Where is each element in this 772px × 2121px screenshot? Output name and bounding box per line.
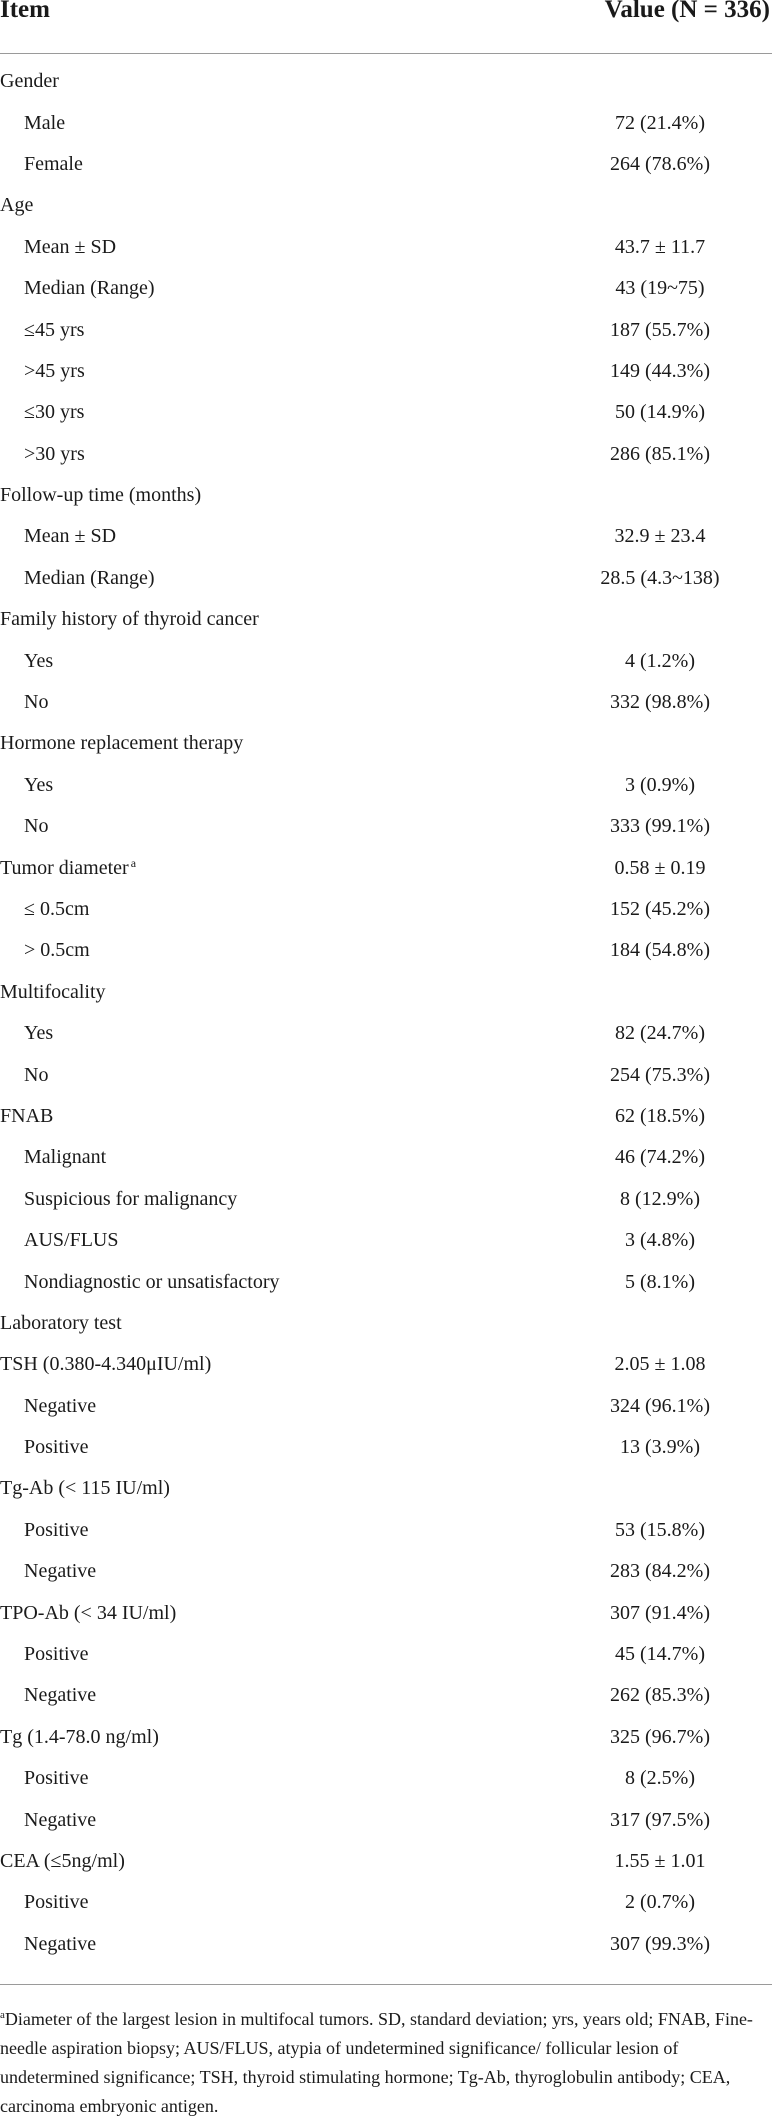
row-label [0,360,85,383]
row-value: 53 (15.8%) [615,1518,705,1541]
row-value: 28.5 (4.3~138) [600,566,720,589]
table-row [0,475,772,516]
table-row [0,1592,772,1633]
row-value: 5 (8.1%) [625,1270,695,1293]
row-label [0,70,59,93]
table-row [0,1179,772,1220]
row-value: 2.05 ± 1.08 [614,1353,706,1376]
row-label-text: Negative [24,1560,97,1583]
table-row [0,806,772,847]
table-row [0,1013,772,1054]
table-row [0,309,772,350]
row-label [0,1105,53,1128]
row-value: 283 (84.2%) [610,1560,710,1583]
table-row [0,268,772,309]
row-label [0,1643,88,1666]
row-label [0,732,243,755]
row-value: 325 (96.7%) [610,1725,710,1748]
row-label-text: Yes [24,773,54,796]
row-label-text: ≤45 yrs [24,318,85,341]
row-label [0,691,48,714]
row-label [0,1271,280,1294]
row-label-text: >30 yrs [24,442,85,465]
row-label [0,1726,159,1749]
row-label [0,1022,53,1045]
row-label [0,981,106,1004]
row-label-text: Negative [24,1808,97,1831]
row-label-text: Positive [24,1891,89,1914]
row-label-text: No [24,815,49,838]
row-label [0,319,84,342]
row-label-text: Tg (1.4-78.0 ng/ml) [0,1725,159,1748]
row-label-text: ≤30 yrs [24,401,85,424]
table-row [0,1386,772,1427]
table-row [0,351,772,392]
row-label [0,567,155,590]
row-label [0,1353,211,1376]
table-row [0,1137,772,1178]
row-label-text: Positive [24,1518,89,1541]
table-row [0,1220,772,1261]
row-label-text: Follow-up time (months) [0,484,202,507]
row-value: 286 (85.1%) [610,442,710,465]
row-label-text: Negative [24,1684,97,1707]
row-label-text: AUS/FLUS [24,1229,119,1252]
row-value: 264 (78.6%) [610,152,710,175]
row-label-text: Nondiagnostic or unsatisfactory [24,1270,280,1293]
row-label-text: Gender [0,70,59,93]
row-value: 1.55 ± 1.01 [614,1849,706,1872]
row-label [0,484,201,507]
row-label-text: Female [24,152,83,175]
row-label-text: Laboratory test [0,1311,122,1334]
row-label-text: Positive [24,1767,89,1790]
row-value: 2 (0.7%) [625,1891,695,1914]
row-value: 332 (98.8%) [610,691,710,714]
table-row [0,889,772,930]
row-label [0,1767,88,1790]
row-value: 254 (75.3%) [610,1063,710,1086]
row-label-text: CEA (≤5ng/ml) [0,1849,125,1872]
footnote-text: Diameter of the largest lesion in multifocal tumors. SD, standard deviation; yrs, years old; FNAB, Fine-needle aspiration biopsy; AUS/FLUS, atypia of undetermined significance/ follicular lesion of undetermined significance; TSH, thyroid stimulating hormone; Tg-Ab, thyroglobulin antibody; CEA, carcinoma embryonic antigen. [0,2009,753,2116]
row-value: 8 (12.9%) [620,1187,700,1210]
row-label-text: Tumor diameter [0,857,129,880]
row-label-text: Hormone replacement therapy [0,732,244,755]
row-value: 4 (1.2%) [625,649,695,672]
table-row [0,61,772,102]
row-label [0,1436,88,1459]
row-label [0,1395,96,1418]
row-value: 152 (45.2%) [610,898,710,920]
row-value: 45 (14.7%) [615,1643,705,1666]
row-label-text: Age [0,194,34,217]
row-value: 333 (99.1%) [610,815,710,838]
table-row [0,434,772,475]
row-value: 3 (0.9%) [625,773,695,796]
header-item: Item [0,0,50,23]
table-row [0,1344,772,1385]
table-row [0,1261,772,1302]
row-label [0,1229,118,1252]
row-label [0,236,116,259]
row-label [0,1477,170,1500]
row-label-text: Family history of thyroid cancer [0,608,259,631]
row-label [0,774,53,797]
row-label [0,1064,48,1087]
row-label-text: Yes [24,1022,54,1045]
row-value: 184 (54.8%) [610,939,710,962]
row-label-text: Mean ± SD [24,525,117,548]
row-label-text: > 0.5cm [24,939,90,962]
row-value: 43 (19~75) [615,277,705,300]
table-row [0,227,772,268]
table-body [0,54,772,1965]
table-row [0,1096,772,1137]
row-label-text: >45 yrs [24,359,85,382]
table-row [0,1758,772,1799]
row-value: 307 (99.3%) [610,1932,710,1955]
table-header [0,0,772,54]
row-label [0,856,136,880]
row-label [0,1519,88,1542]
row-label [0,650,53,673]
row-value: 43.7 ± 11.7 [614,235,706,258]
row-label [0,277,155,300]
table-row [0,723,772,764]
table-row [0,516,772,557]
row-value: 50 (14.9%) [615,401,705,424]
row-label-text: No [24,691,49,714]
table-row [0,972,772,1013]
row-label [0,443,85,466]
table-row [0,1882,772,1923]
row-label-text: Negative [24,1932,97,1955]
table-row [0,847,772,888]
row-label-text: Malignant [24,1146,107,1169]
row-label [0,1146,106,1169]
table-row [0,682,772,723]
row-label [0,898,89,921]
row-label-text: Positive [24,1436,89,1459]
table-row [0,930,772,971]
row-label [0,608,259,631]
row-label [0,939,90,962]
row-label-text: ≤ 0.5cm [24,898,90,920]
row-value: 0.58 ± 0.19 [614,856,706,879]
table-row [0,599,772,640]
row-label [0,1933,96,1956]
row-label [0,112,65,135]
row-label [0,1850,125,1873]
row-label [0,153,83,176]
row-value: 13 (3.9%) [620,1436,700,1459]
row-label-text: TPO-Ab (< 34 IU/ml) [0,1601,177,1624]
table-row [0,1634,772,1675]
row-label-text: TSH (0.380-4.340μIU/ml) [0,1353,212,1376]
row-value: 324 (96.1%) [610,1394,710,1417]
table-row [0,1551,772,1592]
row-value: 46 (74.2%) [615,1146,705,1169]
row-value: 262 (85.3%) [610,1684,710,1707]
row-label [0,1602,176,1625]
row-label-text: Median (Range) [24,566,155,589]
table-row [0,1675,772,1716]
row-label-text: Yes [24,649,54,672]
table-footnote [0,1984,772,2121]
header-value: Value (N = 336) [604,0,770,23]
row-value: 8 (2.5%) [625,1767,695,1790]
row-value: 307 (91.4%) [610,1601,710,1624]
row-value: 317 (97.5%) [610,1808,710,1831]
row-label-text: FNAB [0,1104,54,1127]
table-row [0,144,772,185]
row-value: 3 (4.8%) [625,1229,695,1252]
row-label-text: Suspicious for malignancy [24,1187,238,1210]
table-row [0,1510,772,1551]
row-label-text: No [24,1063,49,1086]
table-row [0,1054,772,1095]
row-label [0,525,116,548]
row-label-text: Mean ± SD [24,235,117,258]
row-value: 82 (24.7%) [615,1022,705,1045]
row-label [0,1312,122,1335]
row-value: 149 (44.3%) [610,359,710,382]
row-value: 62 (18.5%) [615,1104,705,1127]
row-label-text: Male [24,111,66,134]
row-label-superscript: a [130,856,137,871]
row-label [0,1891,88,1914]
row-label [0,1560,96,1583]
row-label [0,1188,237,1211]
table-row [0,1799,772,1840]
row-label [0,1809,96,1832]
row-label-text: Median (Range) [24,277,155,300]
row-label [0,815,48,838]
table-row [0,1924,772,1965]
row-label [0,194,33,217]
table-row [0,102,772,143]
row-label [0,1684,96,1707]
table-row [0,1717,772,1758]
table-row [0,558,772,599]
table-row [0,185,772,226]
table-row [0,765,772,806]
table-row [0,1303,772,1344]
row-value: 32.9 ± 23.4 [614,525,706,548]
table-row [0,1841,772,1882]
row-label-text: Negative [24,1394,97,1417]
table-row [0,640,772,681]
row-label-text: Positive [24,1643,89,1666]
table-row [0,1468,772,1509]
row-value: 72 (21.4%) [615,111,705,134]
row-label-text: Tg-Ab (< 115 IU/ml) [0,1477,170,1500]
footnote-marker: a [0,2009,5,2021]
row-value: 187 (55.7%) [610,318,710,341]
table-row [0,1427,772,1468]
row-label [0,401,84,424]
table-row [0,392,772,433]
row-label-text: Multifocality [0,980,106,1003]
